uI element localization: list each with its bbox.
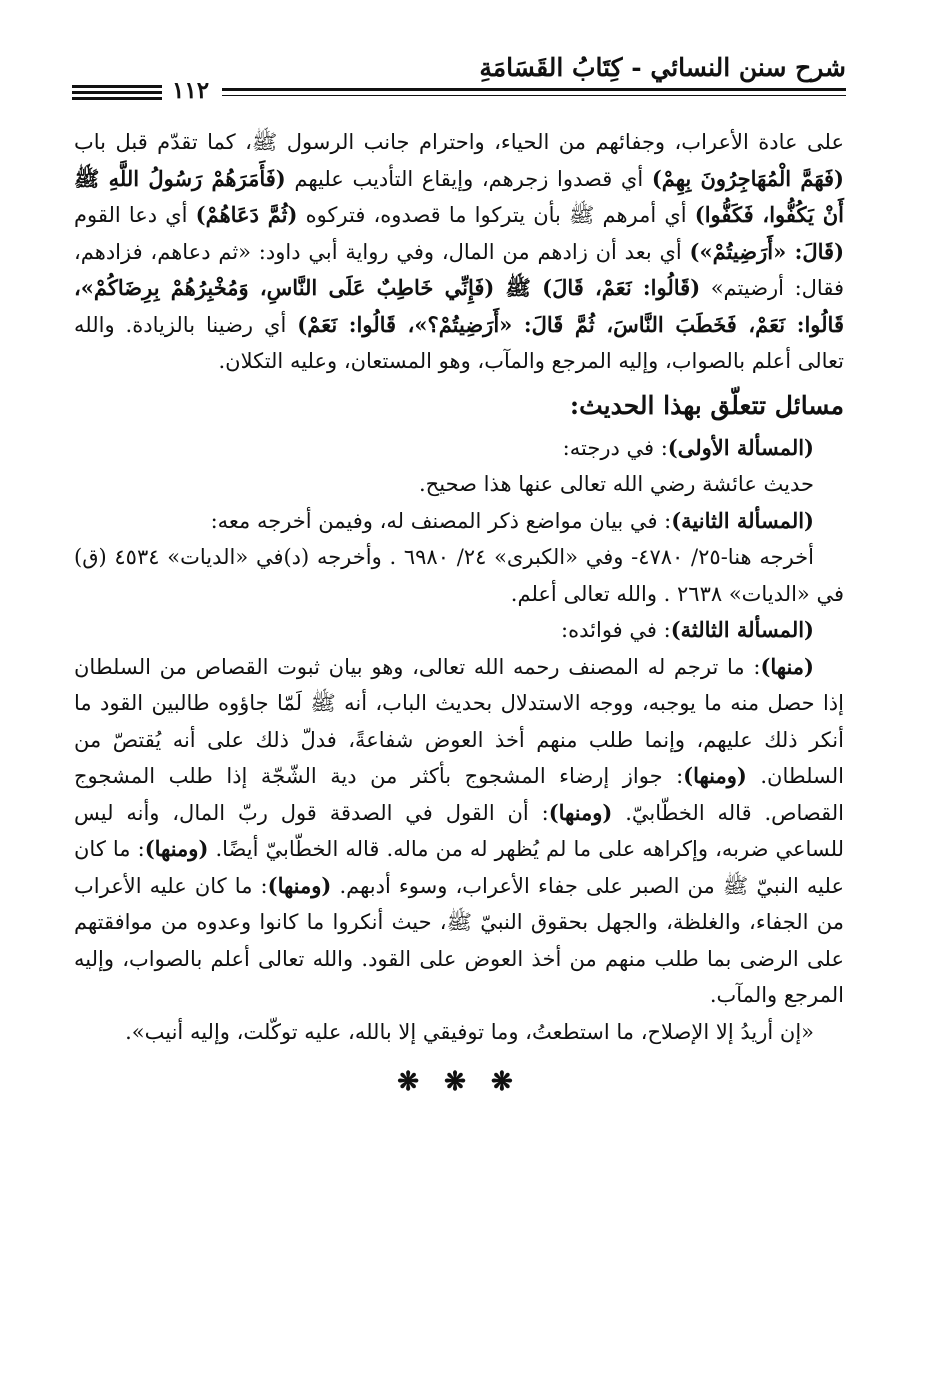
commentary-paragraph	[74, 124, 844, 380]
text-run: أي أمرهم ﷺ بأن يتركوا ما قصدوه، فتركوه	[297, 203, 695, 227]
bold-quoted-text: (ومنها)	[144, 836, 209, 861]
header-rule-thin	[222, 95, 846, 96]
text-run: : ما ترجم له المصنف رحمه الله تعالى، وهو بيان ثبوت القصاص من السلطان إذا حصل منه ما يوجبه، ووجه الاستدلال بحديث الباب، أنه ﷺ لَمّا جاؤوه طالبين القود ما أنكر ذلك عليهم، وإنما طلب منهم أخذ العوض شفاعةً، فدلّ ذلك على أنه يُقتصّ من السلطان.	[74, 654, 844, 788]
bold-quoted-text: (فَأَمَرَهُمْ رَسُولُ اللَّهِ ﷺ أَنْ يَكُفُّوا، فَكَفُّوا)	[74, 165, 844, 227]
bold-quoted-text: (ومنها)	[267, 872, 332, 898]
closing-quote: «إن أريدُ إلا الإصلاح، ما استطعتُ، وما توفيقي إلا بالله، عليه توكّلت، وإليه أنيب».	[125, 1019, 814, 1044]
header-ornament	[72, 85, 162, 103]
ornament-line	[72, 97, 162, 100]
end-ornament: ❋ ❋ ❋	[397, 1067, 521, 1097]
ornament-line	[72, 85, 162, 88]
text-run: أي رضينا بالزيادة. والله تعالى أعلم بالصواب، وإليه المرجع والمآب، وهو المستعان، وعليه التكلان.	[74, 312, 844, 373]
text-run: أي دعا القوم	[74, 203, 196, 227]
text-run: : أن القول في الصدقة قول ربّ المال، وأنه ليس للساعي ضربه، وإكراهه على ما لم يُظهر له من ماله. قاله الخطّابيّ أيضًا.	[74, 800, 845, 861]
text-run: على عادة الأعراب، وجفائهم من الحياء، واحترام جانب الرسول ﷺ، كما تقدّم قبل باب	[74, 130, 844, 154]
text-run: : جواز إرضاء المشجوج بأكثر من دية الشّجّة إذا طلب المشجوج القصاص. قاله الخطّابيّ.	[74, 764, 844, 825]
bold-quoted-text: (ومنها)	[683, 763, 747, 788]
text-run: : في درجته:	[562, 435, 668, 460]
issue-two-text: أخرجه هنا-٢٥/ ٤٧٨٠- وفي «الكبرى» ٢٤/ ٦٩٨٠ . وأخرجه (د)في «الديات» ٤٥٣٤ (ق) في «الديات» ٢٦٣٨ . والله تعالى أعلم.	[74, 545, 844, 606]
text-run: : في بيان مواضع ذكر المصنف له، وفيمن أخرجه معه:	[210, 508, 672, 533]
ornament-line	[72, 91, 162, 94]
issue-one-text: حديث عائشة رضي الله تعالى عنها هذا صحيح.	[419, 472, 814, 496]
issue-two-heading	[74, 503, 844, 540]
bold-quoted-text: (قَالُوا: نَعَمْ، قَالَ) ﷺ (فَإِنِّي خَاطِبٌ عَلَى النَّاسِ، وَمُخْبِرُهُمْ بِرِضَاكُمْ»، قَالُوا: نَعَمْ، فَخَطَبَ النَّاسَ، ثُمَّ قَالَ: «أَرَضِيتُمْ؟»، قَالُوا: نَعَمْ)	[74, 275, 844, 337]
text-run: : ما كان عليه الأعراب من الجفاء، والغلظة، والجهل بحقوق النبيّ ﷺ، حيث أنكروا ما كانوا وعدوه من موافقتهم على الرضى بما طلب منهم من أخذ العوض على القود. والله تعالى أعلم بالصواب، وإليه المرجع والمآب.	[74, 873, 844, 1007]
text-run: : ما كان عليه النبيّ ﷺ من الصبر على جفاء الأعراب، وسوء أدبهم.	[74, 837, 844, 898]
bold-quoted-text: (منها)	[760, 653, 814, 679]
page-number: ١١٢	[172, 77, 210, 104]
page-body	[74, 124, 844, 1101]
issue-one-heading	[74, 430, 844, 467]
bold-quoted-text: (ومنها)	[548, 799, 613, 825]
benefits-paragraph	[74, 649, 844, 1014]
text-run: أي بعد أن زادهم من المال، وفي رواية أبي داود: «ثم دعاهم، فزادهم، فقال: أرضيتم»	[74, 239, 844, 300]
bold-quoted-text: (المسألة الثالثة)	[670, 617, 814, 642]
section-heading: مسائل تتعلّق بهذا الحديث:	[569, 390, 844, 420]
running-title: شرح سنن النسائي - كِتَابُ القَسَامَةِ	[479, 53, 846, 82]
bold-quoted-text: (قَالَ: «أَرَضِيتُمْ»)	[689, 238, 845, 264]
page-header	[72, 52, 846, 102]
bold-quoted-text: (المسألة الأولى)	[667, 434, 814, 460]
bold-quoted-text: (ثُمَّ دَعَاهُمْ)	[195, 202, 298, 227]
bold-quoted-text: (المسألة الثانية)	[671, 507, 814, 533]
issue-three-heading	[74, 612, 844, 649]
text-run: أي قصدوا زجرهم، وإيقاع التأديب عليهم	[285, 166, 652, 191]
bold-quoted-text: (فَهَمَّ الْمُهَاجِرُونَ بِهِمْ)	[651, 165, 844, 191]
text-run: : في فوائده:	[561, 618, 671, 642]
header-rule-thick	[222, 88, 846, 91]
